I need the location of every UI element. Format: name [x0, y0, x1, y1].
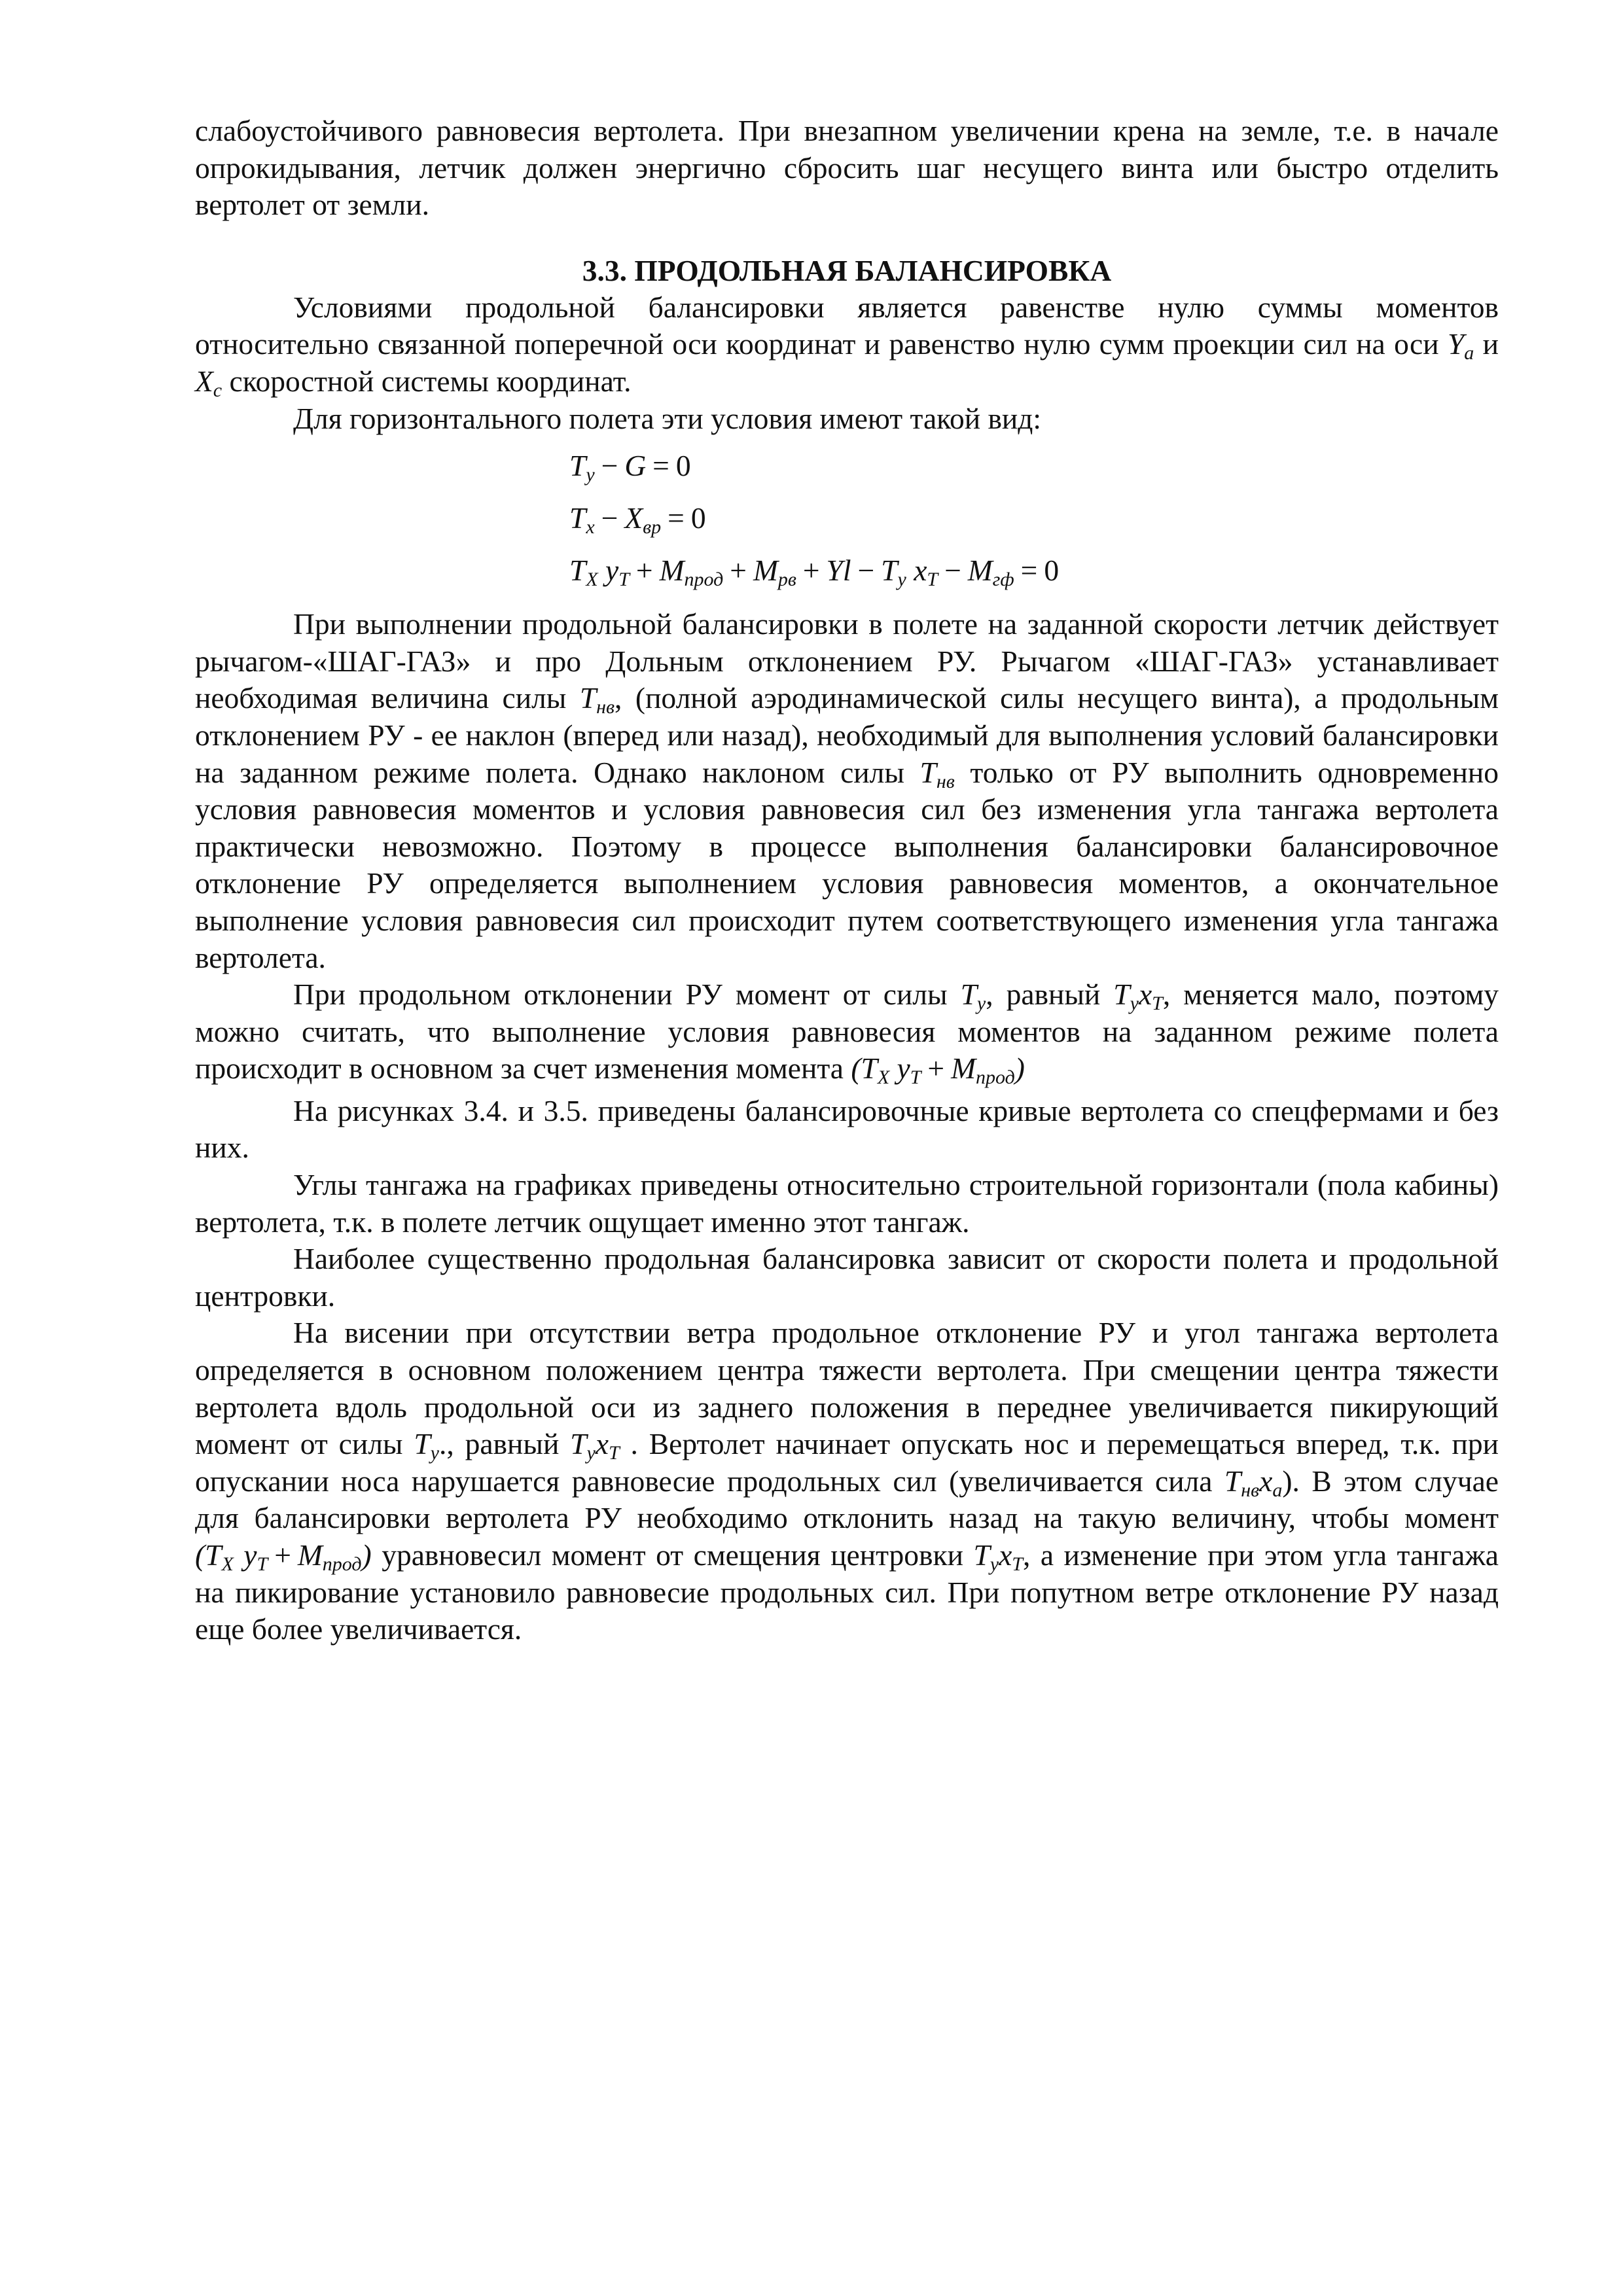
- paragraph-balance-conditions: Условиями продольной балансировки является равенстве нулю суммы моментов относительно связанной поперечной оси координат и равенство нулю сумм проекции сил на оси $Y_a$ и $X_c$ скоростной системы координат.: [195, 290, 1499, 401]
- paragraph-hover: На висении при отсутствии ветра продольное отклонение РУ и угол тангажа вертолета определяется в основном положением центра тяжести вертолета. При смещении центра тяжести вертолета вдоль продольной оси из заднего положения в переднее увеличивается пикирующий момент от силы $T_y$., равный $T_yx_T$ . Вертолет начинает опускать нос и перемещаться вперед, т.к. при опускании носа нарушается равновесие продольных сил (увеличивается сила $T_{нв}x_a$). В этом случае для балансировки вертолета РУ необходимо отклонить назад на такую величину, чтобы момент ($T_X$ $y_T + M_{прод}$) уравновесил момент от смещения центровки $T_yx_T$, а изменение при этом угла тангажа на пикирование установило равновесие продольных сил. При попутном ветре отклонение РУ назад еще более увеличивается.: [195, 1316, 1499, 1646]
- paragraph-longitudinal-deflection: При продольном отклонении РУ момент от силы $T_y$, равный $T_yx_T$, меняется мало, поэтому можно считать, что выполнение условия равновесия моментов на заданном режиме полета происходит в основном за счет изменения момента ($T_X$ $y_T + M_{прод}$): [195, 978, 1499, 1089]
- paragraph-pitch-angles: Углы тангажа на графиках приведены относительно строительной горизонтали (пола кабины) вертолета, т.к. в полете летчик ощущает именно этот тангаж.: [195, 1168, 1499, 1239]
- document-page: [195, 113, 1499, 1648]
- paragraph-horizontal-flight: Для горизонтального полета эти условия имеют такой вид:: [293, 401, 1042, 435]
- section-heading: 3.3. ПРОДОЛЬНАЯ БАЛАНСИРОВКА: [582, 253, 1112, 287]
- moment-expression: ($T_X$ $y_T + M_{прод}$): [851, 1051, 1025, 1089]
- formula-1: $T_y - G = 0$: [569, 449, 691, 486]
- moment-expression-2: ($T_X$ $y_T + M_{прод}$): [195, 1538, 372, 1575]
- paragraph-figures: На рисунках 3.4. и 3.5. приведены балансировочные кривые вертолета со спецфермами и без них.: [195, 1093, 1499, 1165]
- paragraph-speed-dependence: Наиболее существенно продольная балансировка зависит от скорости полета и продольной центровки.: [195, 1242, 1499, 1313]
- formula-2: $T_x - X_{вр} = 0$: [569, 501, 706, 539]
- formula-3: $T_X$ $y_T + M_{прод} + M_{рв} + Yl - T_y$ $x_T - M_{гф} = 0$: [569, 554, 1060, 591]
- paragraph-balancing-in-flight: При выполнении продольной балансировки в полете на заданной скорости летчик действует рычагом-«ШАГ-ГАЗ» и про Дольным отклонением РУ. Рычагом «ШАГ-ГАЗ» устанавливает необходимая величина силы $T_{нв}$, (полной аэродинамической силы несущего винта), а продольным отклонением РУ - ее наклон (вперед или назад), необходимый для выполнения условий балансировки на заданном режиме полета. Однако наклоном силы $T_{нв}$ только от РУ выполнить одновременно условия равновесия моментов и условия равновесия сил без изменения угла тангажа вертолета практически невозможно. Поэтому в процессе выполнения балансировки балансировочное отклонение РУ определяется выполнением условия равновесия моментов, а окончательное выполнение условия равновесия сил происходит путем соответствующего изменения угла тангажа вертолета.: [195, 607, 1499, 974]
- formula-block: [569, 440, 1499, 597]
- intro-fragment: слабоустойчивого равновесия вертолета. При внезапном увеличении крена на земле, т.е. в начале опрокидывания, летчик должен энергично сбросить шаг несущего винта или быстро отделить вертолет от земли.: [195, 114, 1499, 222]
